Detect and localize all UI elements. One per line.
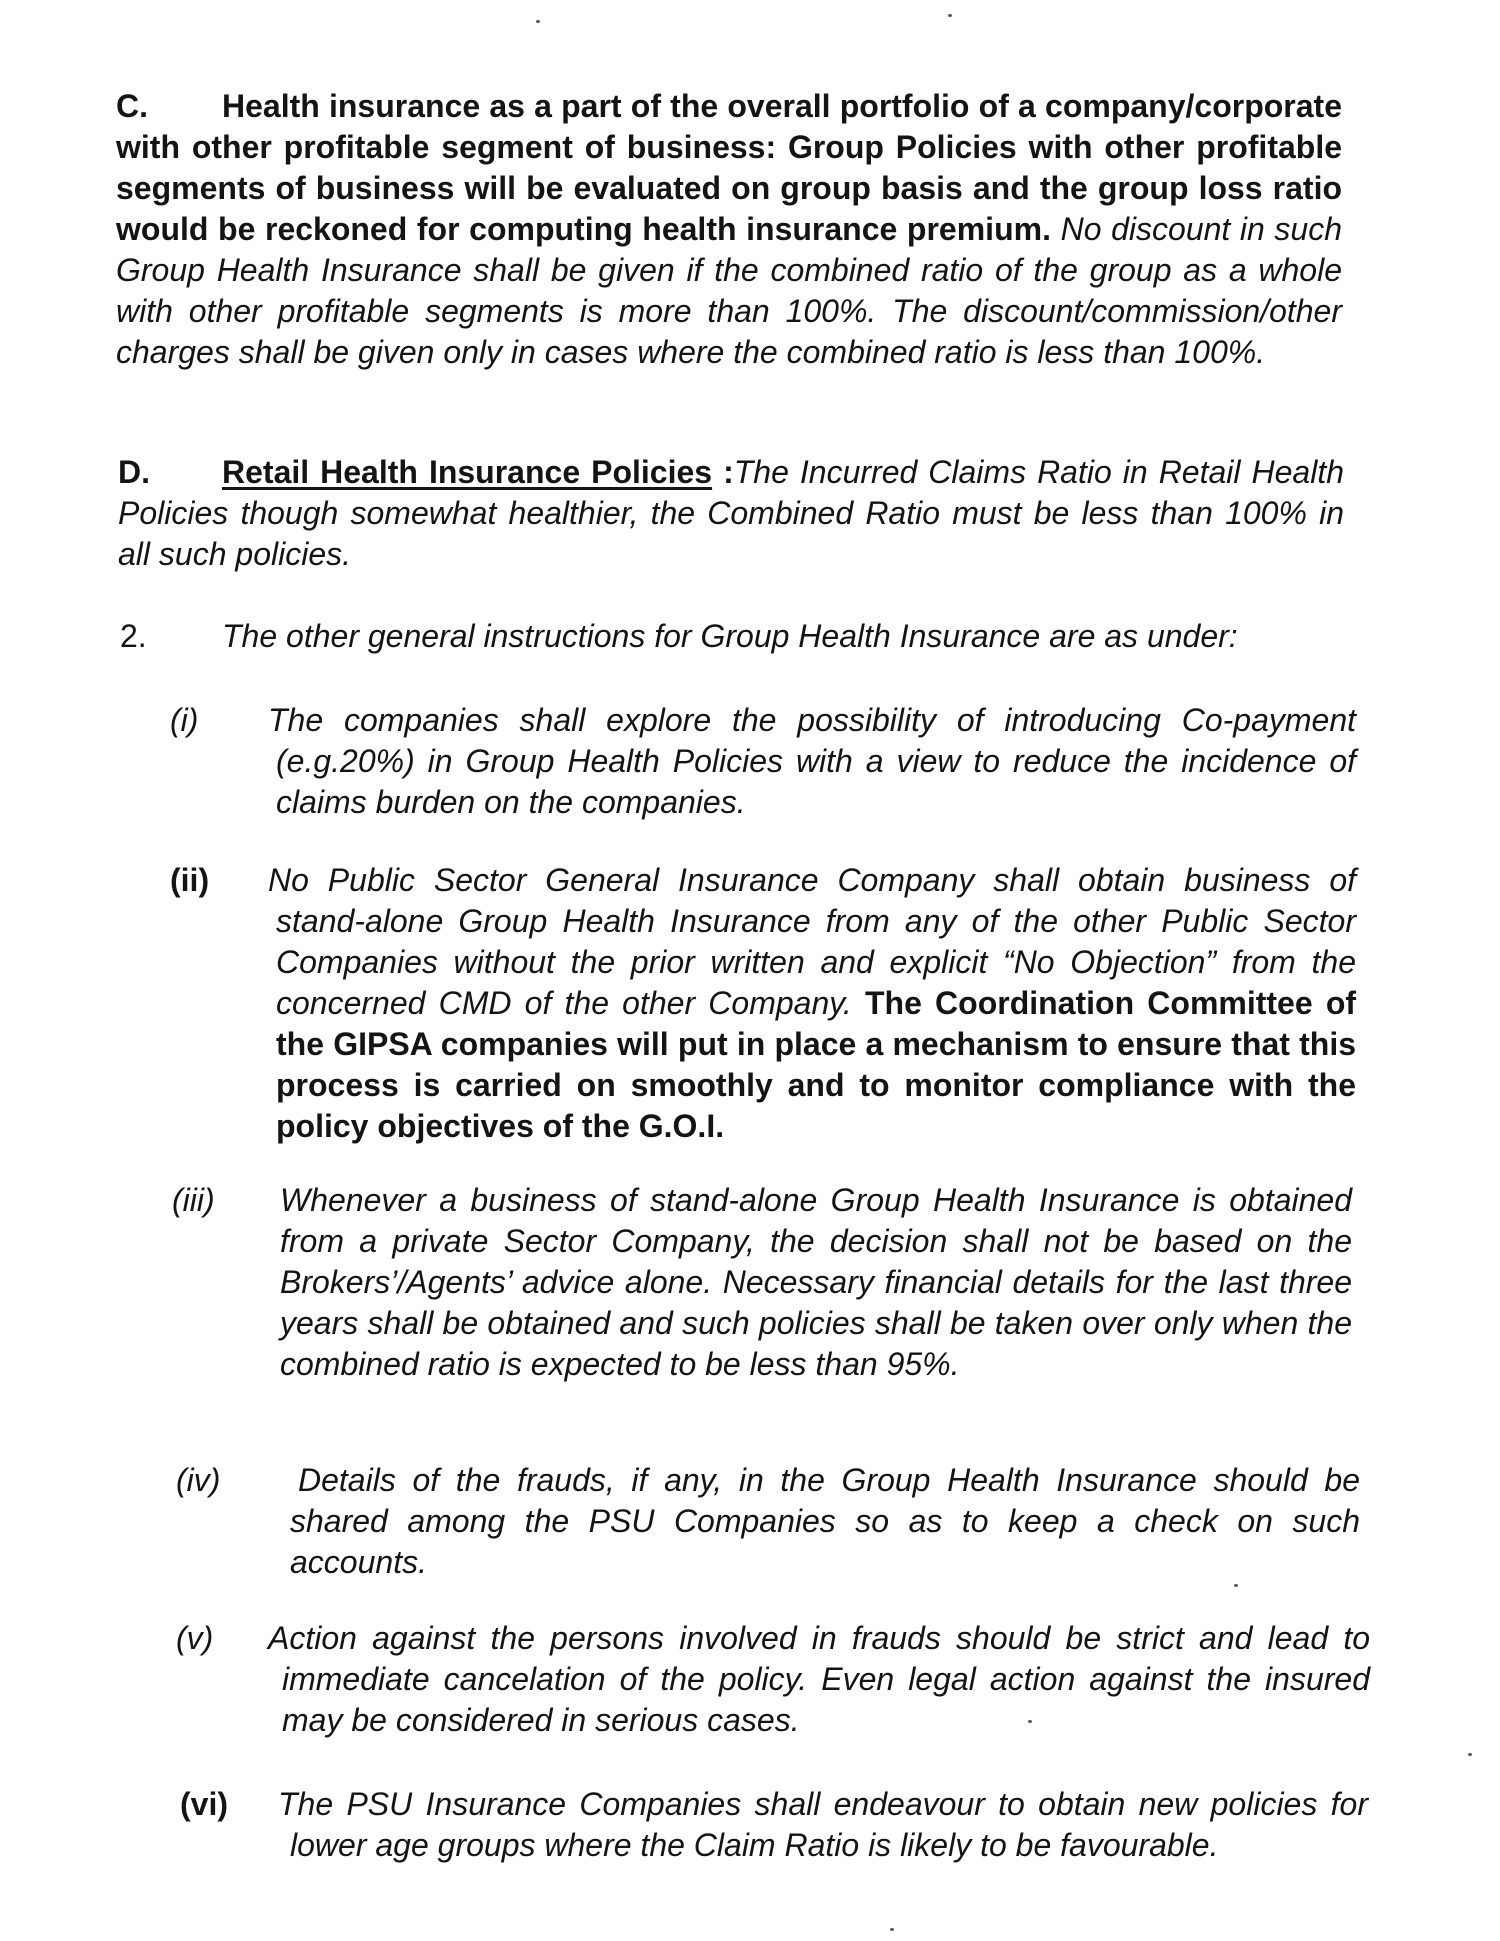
scan-speck [1234, 1584, 1238, 1587]
item-v-marker: (v) [176, 1620, 214, 1656]
item-iii-paragraph [280, 1180, 1352, 1385]
item-ii-paragraph [268, 860, 1356, 1147]
section-d-separator: : [712, 454, 734, 490]
section-2-marker: 2. [120, 618, 147, 654]
item-v-italic-text: Action against the persons involved in frauds should be strict and lead to immediate cancelation of the policy. Even legal action against the insured may be considered in serious cases. [268, 1620, 1370, 1738]
item-i-italic-text: The companies shall explore the possibility of introducing Co-payment (e.g.20%) in Group Health Policies with a view to reduce the incidence of claims burden on the companies. [268, 702, 1356, 820]
item-vi-paragraph [278, 1784, 1368, 1866]
item-vi-italic-text: The PSU Insurance Companies shall endeavour to obtain new policies for lower age groups where the Claim Ratio is likely to be favourable. [278, 1786, 1368, 1863]
item-iv-marker: (iv) [176, 1462, 221, 1498]
item-iv-italic-text: Details of the frauds, if any, in the Group Health Insurance should be shared among the PSU Companies so as to keep a check on such accounts. [290, 1462, 1360, 1580]
item-iii-marker: (iii) [172, 1182, 215, 1218]
scan-speck [536, 20, 540, 23]
section-2-text: The other general instructions for Group Health Insurance are as under: [222, 618, 1238, 654]
item-ii-marker: (ii) [170, 862, 210, 898]
item-i-paragraph [268, 700, 1356, 823]
section-c-paragraph [116, 86, 1342, 373]
scan-speck [1468, 1753, 1472, 1756]
item-v-paragraph [268, 1618, 1370, 1741]
section-d-heading: Retail Health Insurance Policies [222, 454, 713, 490]
section-c-italic-text: No discount in such Group Health Insurance shall be given if the combined ratio of the group as a whole with other profitable segments is more than 100%. The discount/commission/other charges shall be given only in cases where the combined ratio is less than 100%. [116, 211, 1343, 370]
section-d-italic-text: The Incurred Claims Ratio in Retail Health Policies though somewhat healthier, the Combined Ratio must be less than 100% in all such policies. [118, 454, 1345, 572]
item-iii-italic-text: Whenever a business of stand-alone Group Health Insurance is obtained from a private Sector Company, the decision shall not be based on the Brokers’/Agents’ advice alone. Necessary financial details for the last three years shall be obtained and such policies shall be taken over only when the combined ratio is expected to be less than 95%. [280, 1182, 1352, 1382]
item-iv-paragraph [282, 1460, 1360, 1583]
section-d-paragraph [118, 452, 1344, 575]
item-vi-marker: (vi) [180, 1786, 228, 1822]
item-ii-italic-text: No Public Sector General Insurance Company shall obtain business of stand-alone Group Health Insurance from any of the other Public Sector Companies without the prior written and explicit “No Objection” from the concerned CMD of the other Company. [268, 862, 1356, 1021]
scan-speck [948, 14, 952, 17]
section-d-marker: D. [118, 454, 150, 490]
item-ii-bold-text: The Coordination Committee of the GIPSA companies will put in place a mechanism to ensure that this process is carried on smoothly and to monitor compliance with the policy objectives of the G.O.I. [276, 985, 1357, 1144]
section-c-bold-text: Health insurance as a part of the overall portfolio of a company/corporate with other profitable segment of business: Group Policies with other profitable segments of business will be evaluated on group basis and the group loss ratio would be reckoned for computing health insurance premium. [116, 88, 1342, 247]
section-c-marker: C. [116, 88, 148, 124]
scan-speck [890, 1928, 894, 1931]
item-i-marker: (i) [170, 702, 199, 738]
